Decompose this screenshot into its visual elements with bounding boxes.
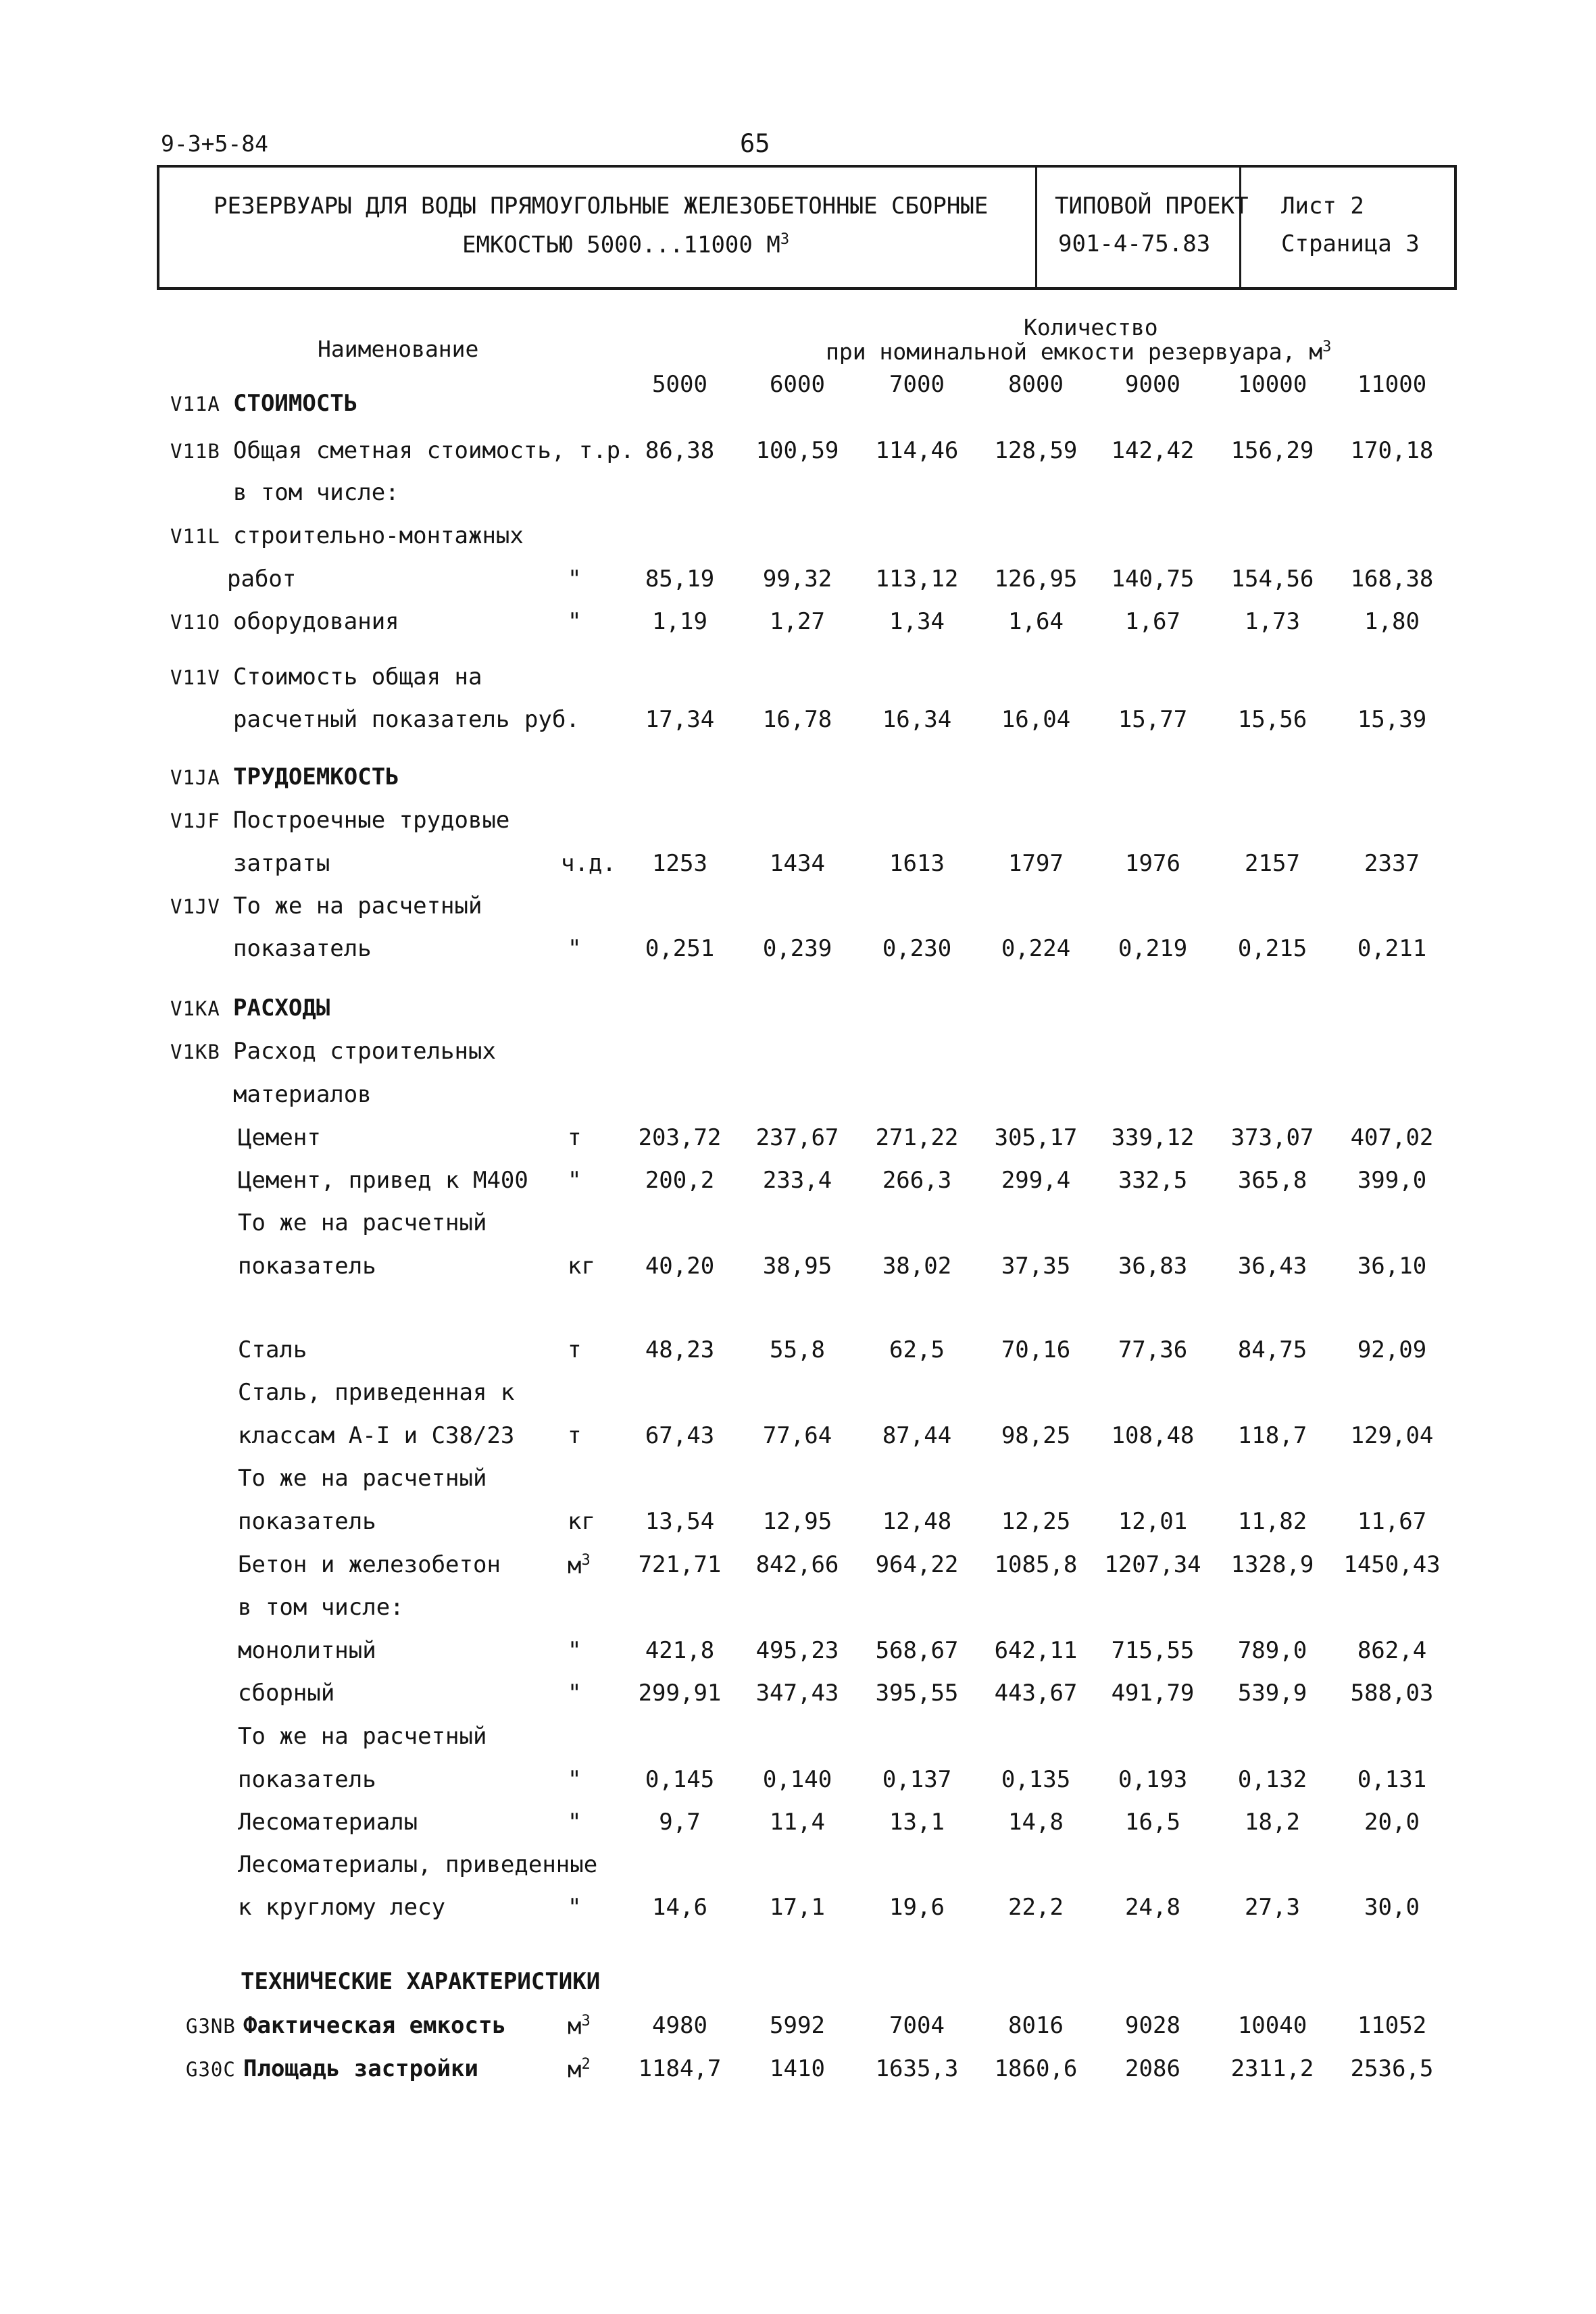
title-line-1: РЕЗЕРВУАРЫ ДЛЯ ВОДЫ ПРЯМОУГОЛЬНЫЕ ЖЕЛЕЗОБЕТОННЫЕ СБОРНЫЕ [214, 193, 989, 220]
table-cell: 168,38 [1350, 565, 1434, 593]
title-line-2: ЕМКОСТЬЮ 5000...11000 $М^3$ [462, 231, 790, 259]
table-cell: 38,02 [882, 1253, 952, 1280]
row-unit: руб. [524, 706, 580, 733]
title-divider [1239, 168, 1241, 287]
table-cell: 118,7 [1237, 1422, 1307, 1449]
capacity-header: 9000 [1125, 371, 1180, 398]
table-cell: 15,77 [1118, 706, 1188, 733]
table-cell: 1184,7 [638, 2055, 722, 2082]
row-code: V11A [170, 393, 220, 416]
row-code: V1JA [170, 766, 220, 789]
row-unit: $м^3$ [568, 1552, 591, 1580]
column-header-capacity: при номинальной емкости резервуара, $м^3$ [826, 338, 1332, 365]
table-cell: 0,211 [1357, 935, 1427, 962]
table-cell: 113,12 [875, 565, 959, 593]
table-cell: 588,03 [1350, 1680, 1434, 1707]
table-cell: 721,71 [638, 1551, 722, 1578]
table-cell: 1613 [889, 850, 945, 877]
row-code: V11O [170, 611, 220, 634]
table-cell: 0,239 [762, 935, 832, 962]
column-header-name: Наименование [318, 336, 479, 362]
table-cell: 22,2 [1008, 1894, 1064, 1921]
table-cell: 129,04 [1350, 1422, 1434, 1449]
row-code: G3NB [186, 2015, 236, 2038]
row-unit: " [568, 1167, 582, 1194]
row-label: сборный [238, 1680, 335, 1707]
table-cell: 14,6 [652, 1894, 707, 1921]
table-cell: 17,34 [645, 706, 715, 733]
table-cell: 16,5 [1125, 1809, 1180, 1836]
row-label: материалов [233, 1081, 372, 1108]
row-unit: " [568, 1766, 582, 1793]
table-cell: 305,17 [994, 1124, 1078, 1151]
row-label: То же на расчетный [238, 1209, 487, 1236]
capacity-header: 10000 [1237, 371, 1307, 398]
row-label: Лесоматериалы, приведенные [238, 1851, 598, 1878]
table-cell: 233,4 [762, 1167, 832, 1194]
table-cell: 2536,5 [1350, 2055, 1434, 2082]
table-cell: 36,10 [1357, 1253, 1427, 1280]
row-unit: " [568, 608, 582, 635]
table-cell: 0,135 [1001, 1766, 1071, 1793]
table-cell: 27,3 [1245, 1894, 1300, 1921]
table-cell: 1,34 [889, 608, 945, 635]
project-label: ТИПОВОЙ ПРОЕКТ [1055, 193, 1249, 220]
table-cell: 0,137 [882, 1766, 952, 1793]
row-code: V1KA [170, 997, 220, 1020]
table-cell: 154,56 [1230, 565, 1314, 593]
table-cell: 862,4 [1357, 1637, 1427, 1664]
table-cell: 170,18 [1350, 437, 1434, 464]
table-cell: 964,22 [875, 1551, 959, 1578]
capacity-header: 5000 [652, 371, 707, 398]
table-cell: 98,25 [1001, 1422, 1071, 1449]
row-label: затраты [233, 850, 330, 877]
table-cell: 19,6 [889, 1894, 945, 1921]
table-cell: 1207,34 [1104, 1551, 1201, 1578]
row-label: в том числе: [233, 479, 399, 506]
title-divider [1035, 168, 1037, 287]
row-label: Сталь, приведенная к [238, 1379, 515, 1406]
row-unit: " [568, 935, 582, 962]
table-cell: 15,39 [1357, 706, 1427, 733]
row-code: V1KB [170, 1040, 220, 1063]
row-unit: $м^3$ [568, 2013, 591, 2040]
table-cell: 1253 [652, 850, 707, 877]
table-cell: 443,67 [994, 1680, 1078, 1707]
table-cell: 0,131 [1357, 1766, 1427, 1793]
table-cell: 11,4 [770, 1809, 825, 1836]
table-cell: 99,32 [762, 565, 832, 593]
table-cell: 0,145 [645, 1766, 715, 1793]
page-number: 65 [740, 129, 770, 158]
table-cell: 1450,43 [1343, 1551, 1441, 1578]
table-cell: 12,48 [882, 1508, 952, 1535]
table-cell: 495,23 [755, 1637, 839, 1664]
row-code: V11L [170, 525, 220, 548]
table-cell: 299,4 [1001, 1167, 1071, 1194]
table-cell: 11052 [1357, 2012, 1427, 2039]
table-cell: 399,0 [1357, 1167, 1427, 1194]
row-unit: " [568, 1680, 582, 1707]
row-code: G30C [186, 2058, 236, 2081]
row-label: Площадь застройки [243, 2055, 478, 2082]
row-unit: " [568, 1637, 582, 1664]
table-cell: 0,251 [645, 935, 715, 962]
row-label: То же на расчетный [233, 892, 482, 920]
table-cell: 1328,9 [1230, 1551, 1314, 1578]
table-cell: 12,01 [1118, 1508, 1188, 1535]
table-cell: 1976 [1125, 850, 1180, 877]
sheet-number: Лист 2 [1281, 193, 1364, 220]
table-cell: 86,38 [645, 437, 715, 464]
table-cell: 1,67 [1125, 608, 1180, 635]
table-cell: 347,43 [755, 1680, 839, 1707]
table-cell: 715,55 [1111, 1637, 1195, 1664]
table-cell: 0,224 [1001, 935, 1071, 962]
row-label: показатель [233, 935, 372, 962]
row-label: Сталь [238, 1336, 307, 1363]
table-cell: 87,44 [882, 1422, 952, 1449]
table-cell: 12,95 [762, 1508, 832, 1535]
row-unit: ч.д. [561, 850, 616, 877]
table-cell: 365,8 [1237, 1167, 1307, 1194]
row-label: Фактическая емкость [243, 2012, 506, 2039]
document-number: 9-3+5-84 [161, 130, 268, 157]
table-cell: 568,67 [875, 1637, 959, 1664]
table-cell: 407,02 [1350, 1124, 1434, 1151]
table-cell: 36,43 [1237, 1253, 1307, 1280]
row-label: Расход строительных [233, 1038, 496, 1065]
table-cell: 2311,2 [1230, 2055, 1314, 2082]
capacity-header: 7000 [889, 371, 945, 398]
table-cell: 12,25 [1001, 1508, 1071, 1535]
table-cell: 128,59 [994, 437, 1078, 464]
table-cell: 332,5 [1118, 1167, 1188, 1194]
row-unit: " [568, 1809, 582, 1836]
table-cell: 339,12 [1111, 1124, 1195, 1151]
table-cell: 92,09 [1357, 1336, 1427, 1363]
title-block [157, 165, 1457, 290]
table-cell: 48,23 [645, 1336, 715, 1363]
row-unit: $м^2$ [568, 2056, 591, 2084]
section-heading: СТОИМОСТЬ [233, 390, 358, 417]
table-cell: 842,66 [755, 1551, 839, 1578]
table-cell: 0,219 [1118, 935, 1188, 962]
section-heading: ТРУДОЕМКОСТЬ [233, 763, 399, 790]
table-cell: 8016 [1008, 2012, 1064, 2039]
table-cell: 24,8 [1125, 1894, 1180, 1921]
table-cell: 2086 [1125, 2055, 1180, 2082]
row-label: монолитный [238, 1637, 376, 1664]
table-cell: 0,215 [1237, 935, 1307, 962]
table-cell: 40,20 [645, 1253, 715, 1280]
table-cell: 11,82 [1237, 1508, 1307, 1535]
table-cell: 16,78 [762, 706, 832, 733]
capacity-header: 6000 [770, 371, 825, 398]
table-cell: 1,73 [1245, 608, 1300, 635]
row-unit: т [568, 1336, 582, 1363]
table-cell: 17,1 [770, 1894, 825, 1921]
table-cell: 37,35 [1001, 1253, 1071, 1280]
table-cell: 16,04 [1001, 706, 1071, 733]
table-cell: 789,0 [1237, 1637, 1307, 1664]
table-cell: 9,7 [659, 1809, 701, 1836]
capacity-header: 11000 [1357, 371, 1427, 398]
table-cell: 55,8 [770, 1336, 825, 1363]
row-label: показатель [238, 1766, 376, 1793]
table-cell: 1797 [1008, 850, 1064, 877]
table-cell: 20,0 [1364, 1809, 1420, 1836]
row-label: Лесоматериалы [238, 1809, 418, 1836]
row-label: Бетон и железобетон [238, 1551, 501, 1578]
table-cell: 114,46 [875, 437, 959, 464]
table-cell: 5992 [770, 2012, 825, 2039]
row-unit: кг [568, 1508, 595, 1535]
table-cell: 1860,6 [994, 2055, 1078, 2082]
table-cell: 67,43 [645, 1422, 715, 1449]
table-cell: 237,67 [755, 1124, 839, 1151]
project-number: 901-4-75.83 [1058, 230, 1211, 257]
table-cell: 16,34 [882, 706, 952, 733]
capacity-header: 8000 [1008, 371, 1064, 398]
row-label: оборудования [233, 608, 399, 635]
table-cell: 1085,8 [994, 1551, 1078, 1578]
row-label: показатель [238, 1253, 376, 1280]
table-cell: 9028 [1125, 2012, 1180, 2039]
row-code: V11V [170, 666, 220, 689]
table-cell: 271,22 [875, 1124, 959, 1151]
table-cell: 0,230 [882, 935, 952, 962]
row-label: к круглому лесу [238, 1894, 446, 1921]
table-cell: 13,1 [889, 1809, 945, 1836]
table-cell: 1410 [770, 2055, 825, 2082]
row-label: То же на расчетный [238, 1723, 487, 1750]
row-label: в том числе: [238, 1594, 404, 1621]
row-label: классам А-I и С38/23 [238, 1422, 515, 1449]
table-cell: 108,48 [1111, 1422, 1195, 1449]
row-label: показатель [238, 1508, 376, 1535]
table-cell: 77,64 [762, 1422, 832, 1449]
table-cell: 1,80 [1364, 608, 1420, 635]
table-cell: 11,67 [1357, 1508, 1427, 1535]
row-code: V11B [170, 440, 220, 463]
row-label: Цемент [238, 1124, 321, 1151]
table-cell: 1434 [770, 850, 825, 877]
table-cell: 30,0 [1364, 1894, 1420, 1921]
table-cell: 156,29 [1230, 437, 1314, 464]
table-cell: 77,36 [1118, 1336, 1188, 1363]
table-cell: 373,07 [1230, 1124, 1314, 1151]
row-label: расчетный показатель [233, 706, 510, 733]
table-cell: 15,56 [1237, 706, 1307, 733]
row-code: V1JV [170, 895, 220, 918]
table-cell: 642,11 [994, 1637, 1078, 1664]
table-cell: 1,27 [770, 608, 825, 635]
column-header-quantity: Количество [1024, 314, 1158, 341]
table-cell: 140,75 [1111, 565, 1195, 593]
row-unit: т [568, 1422, 582, 1449]
section-heading: РАСХОДЫ [233, 995, 330, 1022]
table-cell: 1,64 [1008, 608, 1064, 635]
table-cell: 7004 [889, 2012, 945, 2039]
table-cell: 14,8 [1008, 1809, 1064, 1836]
table-cell: 38,95 [762, 1253, 832, 1280]
table-cell: 421,8 [645, 1637, 715, 1664]
table-cell: 126,95 [994, 565, 1078, 593]
table-cell: 85,19 [645, 565, 715, 593]
table-cell: 200,2 [645, 1167, 715, 1194]
row-unit: " [568, 565, 582, 593]
row-label: То же на расчетный [238, 1465, 487, 1492]
table-cell: 62,5 [889, 1336, 945, 1363]
table-cell: 4980 [652, 2012, 707, 2039]
table-cell: 142,42 [1111, 437, 1195, 464]
row-label: работ [227, 565, 297, 593]
table-cell: 203,72 [638, 1124, 722, 1151]
page-label: Страница 3 [1281, 230, 1420, 257]
table-cell: 0,193 [1118, 1766, 1188, 1793]
table-cell: 84,75 [1237, 1336, 1307, 1363]
row-label: Стоимость общая на [233, 663, 482, 690]
table-cell: 266,3 [882, 1167, 952, 1194]
table-cell: 18,2 [1245, 1809, 1300, 1836]
table-cell: 395,55 [875, 1680, 959, 1707]
table-cell: 0,140 [762, 1766, 832, 1793]
table-cell: 2337 [1364, 850, 1420, 877]
row-label: Общая сметная стоимость, т.р. [233, 437, 634, 464]
table-cell: 2157 [1245, 850, 1300, 877]
row-unit: " [568, 1894, 582, 1921]
table-cell: 10040 [1237, 2012, 1307, 2039]
table-cell: 539,9 [1237, 1680, 1307, 1707]
row-code: V1JF [170, 809, 220, 832]
table-cell: 491,79 [1111, 1680, 1195, 1707]
table-cell: 0,132 [1237, 1766, 1307, 1793]
row-unit: т [568, 1124, 582, 1151]
table-cell: 70,16 [1001, 1336, 1071, 1363]
table-cell: 36,83 [1118, 1253, 1188, 1280]
table-cell: 299,91 [638, 1680, 722, 1707]
row-label: строительно-монтажных [233, 522, 524, 549]
table-cell: 100,59 [755, 437, 839, 464]
table-cell: 13,54 [645, 1508, 715, 1535]
table-cell: 1,19 [652, 608, 707, 635]
row-unit: кг [568, 1253, 595, 1280]
row-label: Построечные трудовые [233, 807, 510, 834]
row-label: Цемент, привед к М400 [238, 1167, 528, 1194]
section-heading: ТЕХНИЧЕСКИЕ ХАРАКТЕРИСТИКИ [241, 1968, 601, 1995]
table-cell: 1635,3 [875, 2055, 959, 2082]
